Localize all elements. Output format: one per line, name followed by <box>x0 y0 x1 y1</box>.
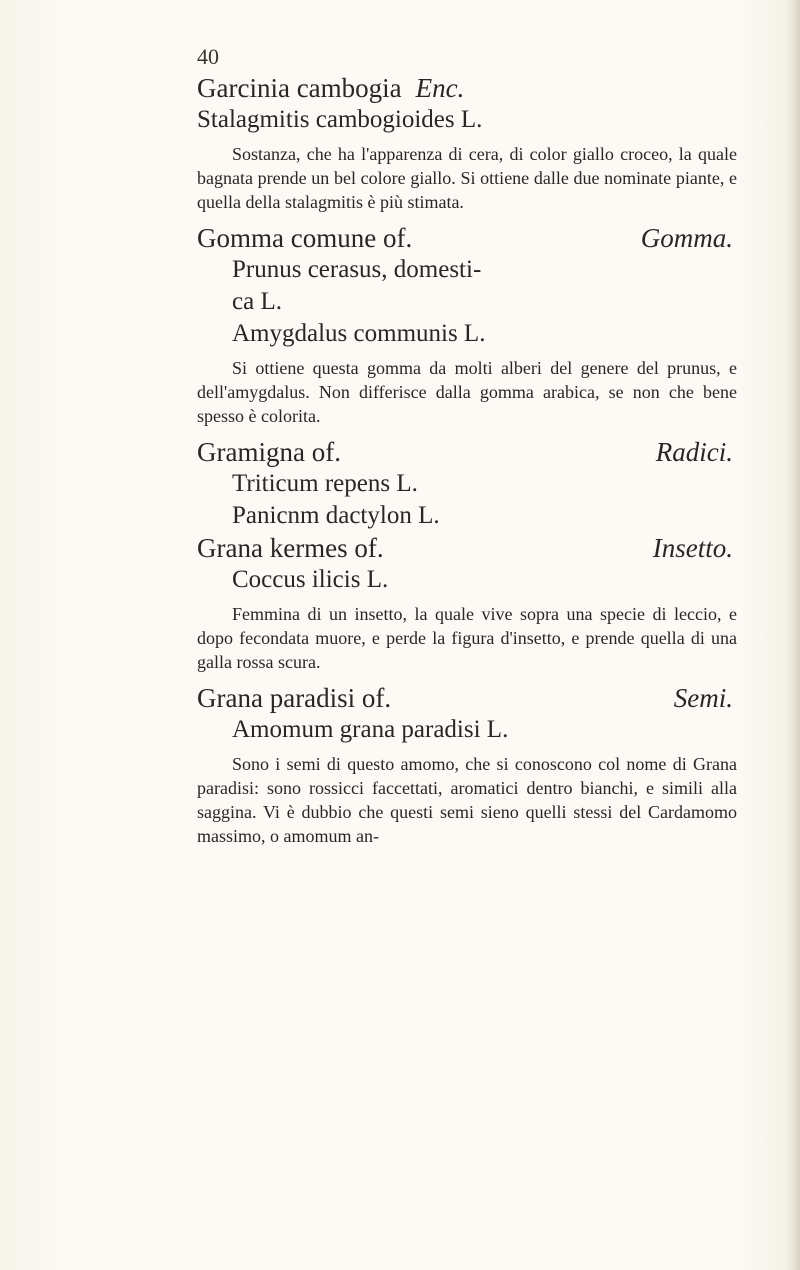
entry-grana-paradisi <box>197 682 737 848</box>
entry-synonym: Coccus ilicis L. <box>232 566 389 593</box>
entry-heading <box>197 72 737 104</box>
entry-heading <box>197 436 737 468</box>
entry-title: Gomma comune of. <box>197 223 413 253</box>
entry-description: Sostanza, che ha l'apparenza di cera, di color giallo croceo, la quale bagnata prende un bel colore giallo. Si ottiene dalle due nominate piante, e quella della stalagmitis è più stimata. <box>197 144 737 212</box>
entry-heading <box>197 682 737 714</box>
entry-description: Sono i semi di questo amomo, che si conoscono col nome di Grana paradisi: sono rossicci faccettati, aromatici dentro bianchi, e simili alla saggina. Vi è dubbio che questi semi sieno quelli stessi del Cardamomo massimo, o amomum an- <box>197 754 737 846</box>
entry-synonym: Prunus cerasus, domesti- <box>232 256 482 283</box>
entry-heading <box>197 222 737 254</box>
entry-grana-kermes <box>197 532 737 674</box>
entry-heading <box>197 532 737 564</box>
entry-category: Gomma. <box>640 223 733 253</box>
entry-category: Insetto. <box>652 533 733 563</box>
entry-synonym: Triticum repens L. <box>232 470 418 497</box>
entry-synonym: Stalagmitis cambogioides L. <box>197 106 483 133</box>
entry-synonym: Panicnm dactylon L. <box>232 502 440 529</box>
entry-garcinia <box>197 72 737 214</box>
entry-synonym: Amomum grana paradisi L. <box>232 716 509 743</box>
page-content <box>197 44 737 856</box>
entry-gomma <box>197 222 737 428</box>
entry-description: Femmina di un insetto, la quale vive sopra una specie di leccio, e dopo fecondata muore, e perde la figura d'insetto, e prende quella di una galla rossa scura. <box>197 604 737 672</box>
page-edge-shadow <box>786 0 800 1270</box>
entry-title: Gramigna of. <box>197 437 341 467</box>
entry-description: Si ottiene questa gomma da molti alberi del genere del prunus, e dell'amygdalus. Non differisce dalla gomma arabica, se non che bene spesso è colorita. <box>197 358 737 426</box>
entry-category: Enc. <box>415 73 465 103</box>
entry-title: Grana kermes of. <box>197 533 384 563</box>
entry-category: Semi. <box>673 683 733 713</box>
entry-gramigna <box>197 436 737 532</box>
page-number: 40 <box>197 44 219 69</box>
entry-title: Garcinia cambogia <box>197 73 402 103</box>
entry-category: Radici. <box>655 437 733 467</box>
entry-title: Grana paradisi of. <box>197 683 392 713</box>
entry-synonym: Amygdalus communis L. <box>232 320 486 347</box>
entry-synonym: ca L. <box>232 288 282 315</box>
